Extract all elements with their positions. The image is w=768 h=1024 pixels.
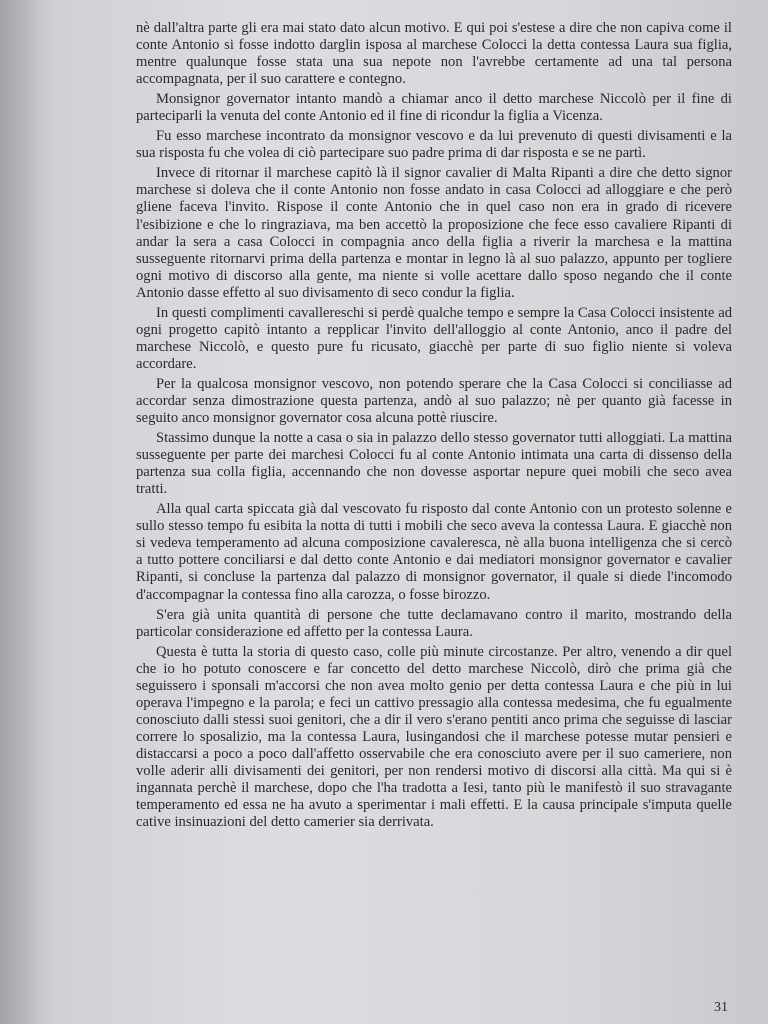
paragraph: Per la qualcosa monsignor vescovo, non potendo sperare che la Casa Colocci si conciliasse ad accordar senza dimostrazione questa partenza, andò al suo palazzo; nè per quanto già facesse in seguito anco monsignor governator cosa alcuna pottè riuscire.: [136, 375, 732, 427]
paragraph: In questi complimenti cavallereschi si perdè qualche tempo e sempre la Casa Colocci insistente ad ogni progetto capitò intanto a repplicar l'invito dell'alloggio al conte Antonio, anco il padre del marchese Niccolò, e questo pure fu ricusato, giacchè per parte di suo figlio niente si voleva accordare.: [136, 304, 732, 372]
paragraph: S'era già unita quantità di persone che tutte declamavano contro il marito, mostrando della particolar considerazione ed affetto per la contessa Laura.: [136, 606, 732, 640]
paragraph: Monsignor governator intanto mandò a chiamar anco il detto marchese Niccolò per il fine di parteciparli la venuta del conte Antonio ed il fine di ricondur la figlia a Vicenza.: [136, 91, 732, 125]
paragraph: Invece di ritornar il marchese capitò là il signor cavalier di Malta Ripanti a dire che detto signor marchese si doleva che il conte Antonio non fosse andato in casa Colocci ad alloggiare e che però gliene faceva l'invito. Rispose il conte Antonio che in quel caso non era in grado di ricevere l'esibizione e che lo ringraziava, ma ben accettò la proposizione che fece esso cavaliere Ripanti di andar la sera a casa Colocci in compagnia anco della figlia a riverir la marchesa e la mattina susseguente ritornarvi prima della partenza e montar in legno là al suo palazzo, appunto per togliere ogni motivo di discorso alla gente, ma niente si volle acettare dallo sposo negando che il conte Antonio dasse effetto al suo divisamento di seco condur la figlia.: [136, 165, 732, 301]
paragraph: Stassimo dunque la notte a casa o sia in palazzo dello stesso governator tutti alloggiati. La mattina susseguente per parte dei marchesi Colocci fu al conte Antonio intimata una carta di dissenso della partenza sua colla figlia, accennando che non dovesse asportar nepure quei mobili che seco avea tratti.: [136, 430, 732, 498]
paragraph: Alla qual carta spiccata già dal vescovato fu risposto dal conte Antonio con un protesto solenne e sullo stesso tempo fu esibita la notta di tutti i mobili che seco aveva la contessa Laura. E giacchè non si vedeva temperamento ad alcuna composizione cavaleresca, nè alla buona intelligenza che si cercò a tutto pottere conciliarsi e dal detto conte Antonio e dai mediatori monsignor governator e cavalier Ripanti, si concluse la partenza dal palazzo di monsignor governator, il quale si diede l'incomodo d'accompagnar la contessa fino alla carozza, o fosse birozzo.: [136, 501, 732, 603]
body-text: [136, 20, 732, 834]
paragraph: nè dall'altra parte gli era mai stato dato alcun motivo. E qui poi s'estese a dire che non capiva come il conte Antonio si fosse indotto darglin isposa al marchese Colocci la detta contessa Laura sua figlia, mentre qualunque fosse stata una sua nepote non l'avrebbe certamente ad una tal persona accompagnata, per il suo carattere e contegno.: [136, 20, 732, 88]
page-number: 31: [714, 1000, 728, 1015]
paragraph: Questa è tutta la storia di questo caso, colle più minute circostanze. Per altro, venendo a dir quel che io ho potuto conoscere e far concetto del detto marchese Niccolò, dirò che prima già che seguissero i sponsali m'accorsi che non avea molto genio per detta contessa Laura e che più in lui operava l'impegno e la parola; e feci un cattivo pressagio alla contessa medesima, che fu egualmente conosciuto dalli stessi suoi genitori, che a dir il vero s'erano pentiti anco prima che seguisse di lasciar correre lo sposalizio, ma la contessa Laura, lusingandosi che il marchese potesse mutar pensieri e distaccarsi a poco a poco dall'affetto osservabile che era conosciuto avere per il suo cameriere, non volle aderir alli divisamenti dei genitori, per non rendersi motivo di discorsi alla città. Ma qui si è ingannata perchè il marchese, dopo che l'ha tradotta a Iesi, tanto più le manifestò il suo stravagante temperamento ed essa ne ha avuto a sperimentar i mali effetti. E la causa principale s'imputa quelle cative insinuazioni del detto camerier sia derrivata.: [136, 643, 732, 831]
binding-shadow: [0, 0, 55, 1024]
paragraph: Fu esso marchese incontrato da monsignor vescovo e da lui prevenuto di questi divisamenti e la sua risposta fu che volea di ciò partecipare suo padre prima di dar risposta e se ne partì.: [136, 128, 732, 162]
